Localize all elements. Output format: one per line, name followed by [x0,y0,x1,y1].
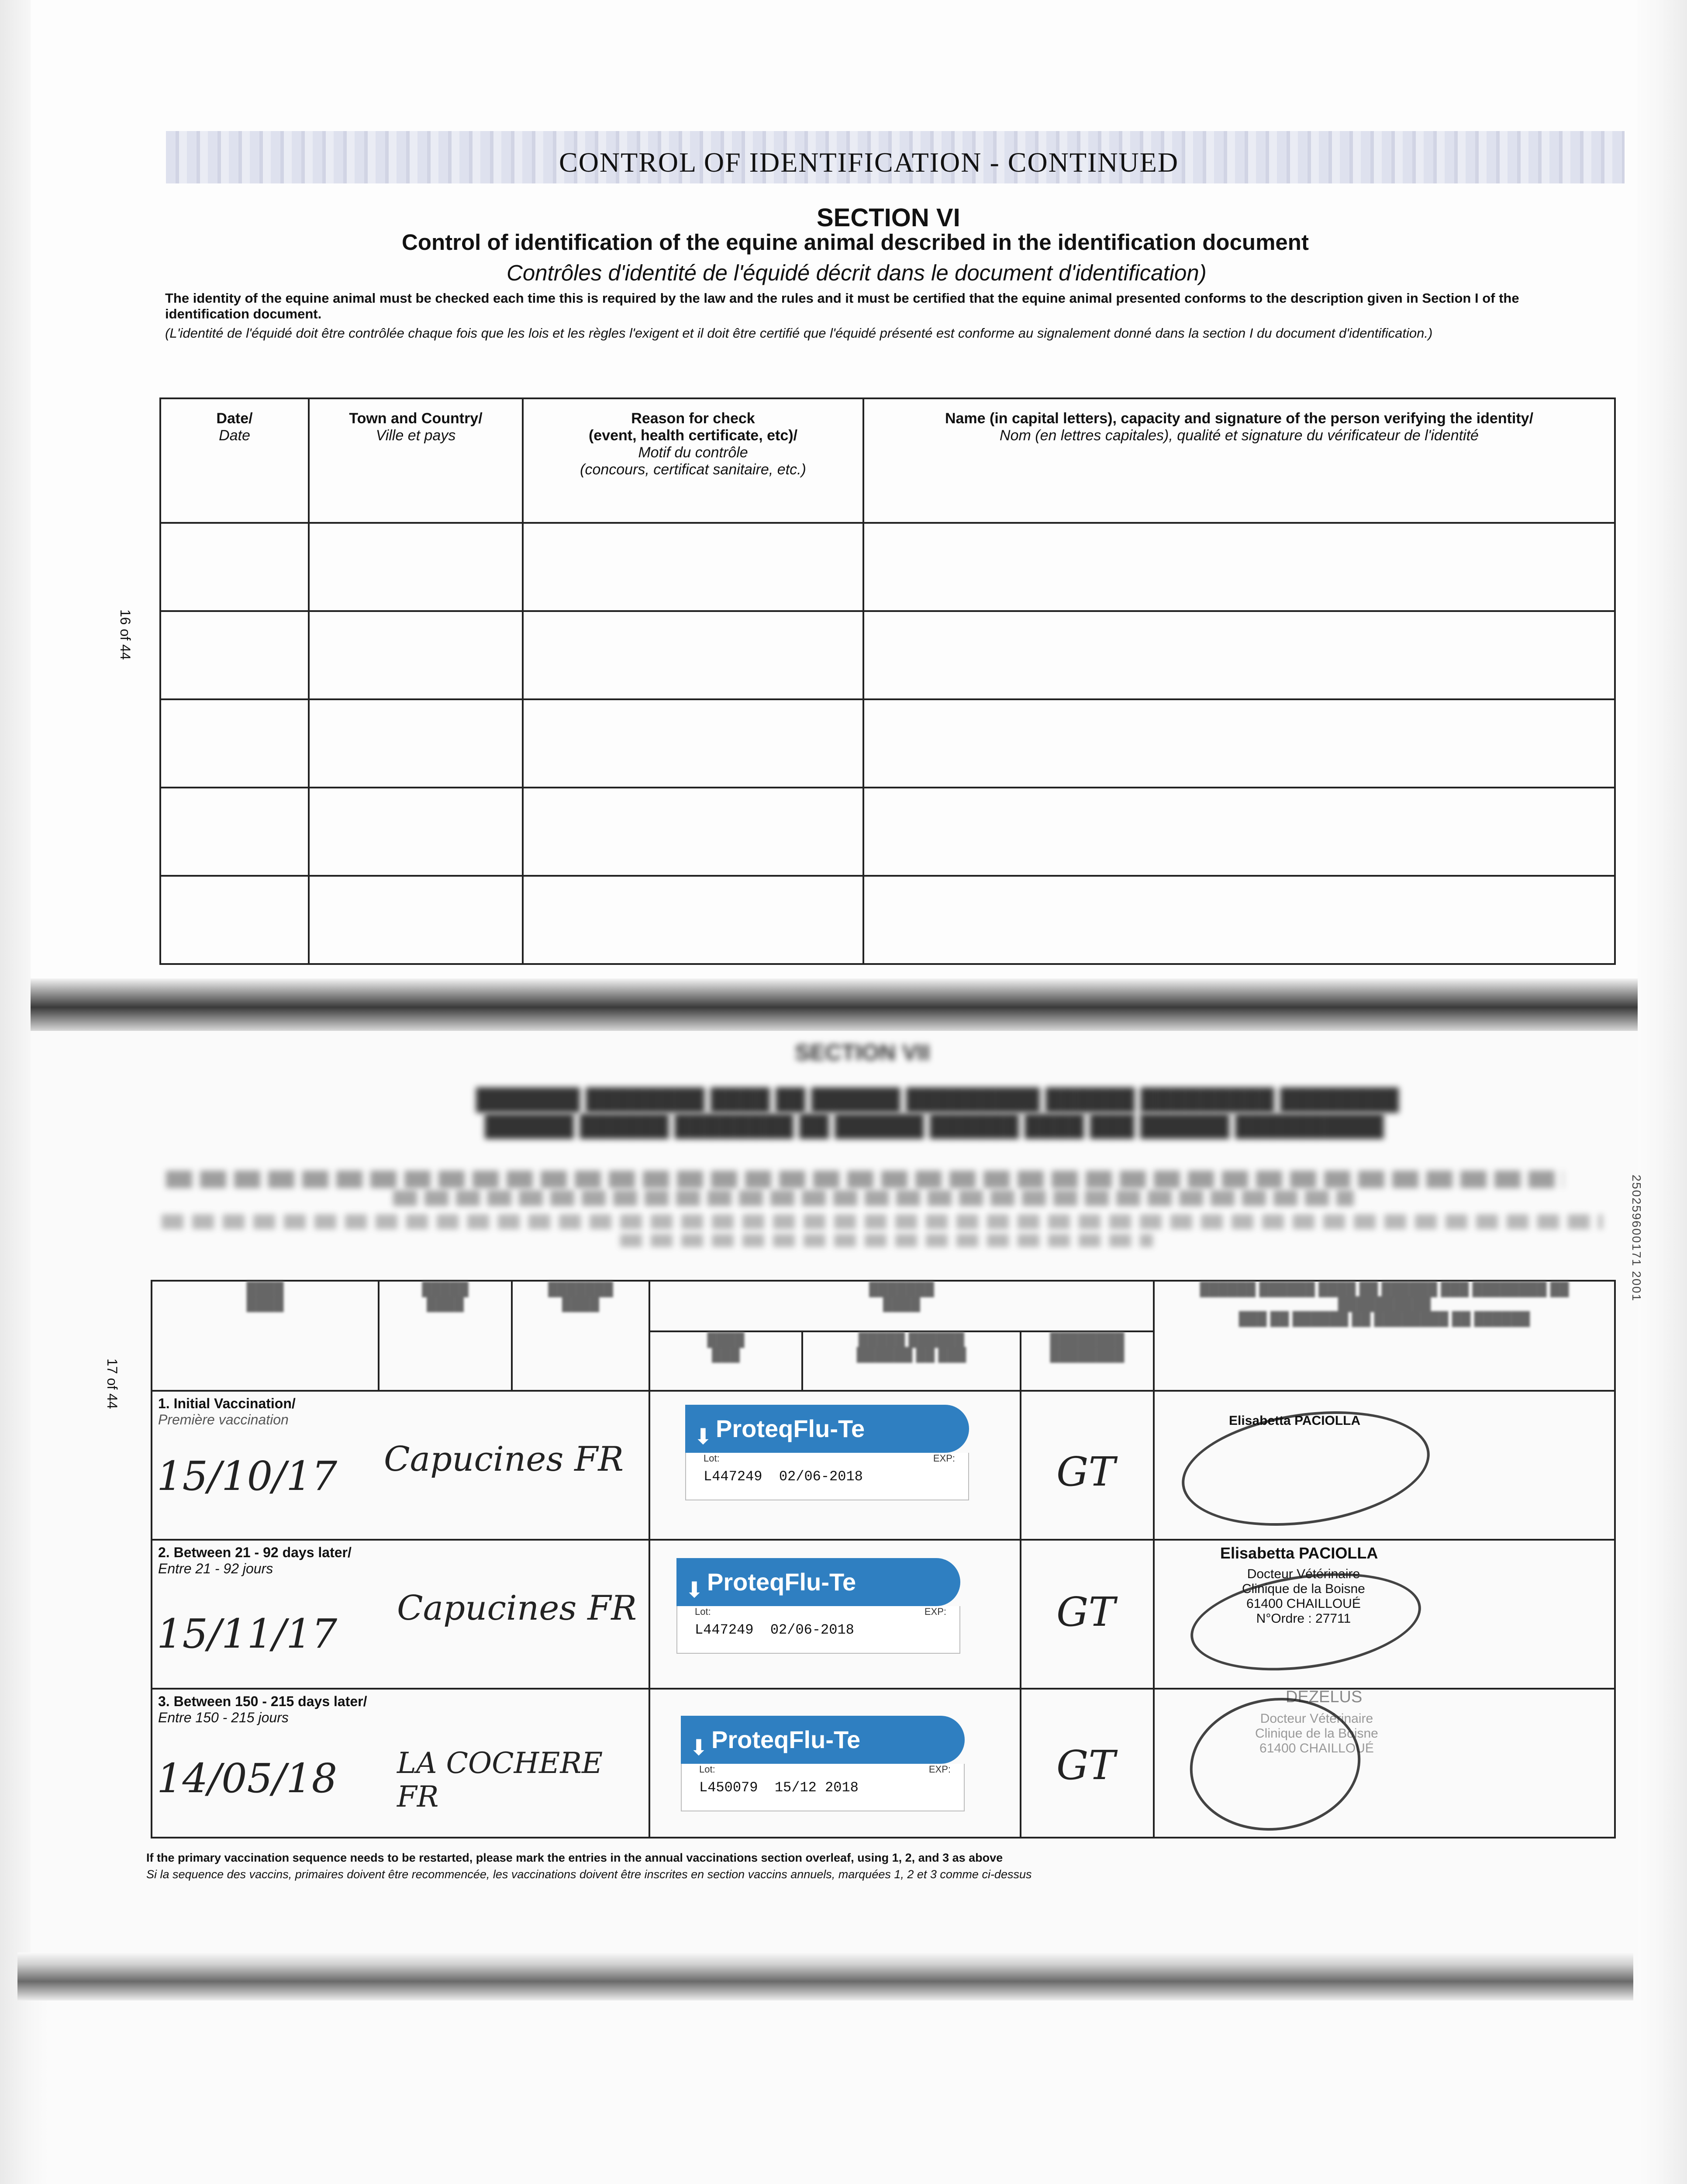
col-place-blurred: █████ ████ [379,1281,512,1391]
vaccine-name: ProteqFlu-Te [716,1415,865,1442]
table-row [160,523,1615,611]
vet-name: DEZELUS [1286,1688,1363,1706]
blurred-text-line [620,1234,1153,1247]
vet-details: Docteur Vétérinaire Clinique de la Boisne 61400 CHAILLOUÉ N°Ordre : 27711 [1242,1567,1365,1626]
table-row [160,876,1615,964]
arrow-down-icon: ⬇ [690,1735,708,1760]
handwritten-date: 14/05/18 [157,1755,338,1802]
handwritten-place: LA COCHERE FR [397,1746,603,1814]
col-date-blurred: ████ ████ [152,1281,379,1391]
vaccine-name: ProteqFlu-Te [711,1726,861,1753]
col-country-blurred: ███████ ████ [512,1281,649,1391]
disease-code: GT [1056,1589,1115,1635]
handwritten-date: 15/10/17 [157,1453,338,1500]
row-label: 1. Initial Vaccination/ Première vaccination [158,1396,296,1427]
footnote-en: If the primary vaccination sequence needs to be restarted, please mark the entries in the annual vaccinations section overleaf, using 1, 2, and 3 as above [146,1851,1003,1864]
handwritten-place: Capucines FR [397,1589,637,1628]
table-row [160,699,1615,788]
vaccination-header [152,1281,1615,1331]
col-reason: Reason for check (event, health certificate, etc)/ Motif du contrôle (concours, certificat sanitaire, etc.) [523,398,863,523]
row-label: 3. Between 150 - 215 days later/ Entre 150 - 215 jours [158,1693,367,1725]
blurred-text-line [162,1214,1603,1229]
vet-name: Elisabetta PACIOLLA [1220,1544,1378,1562]
table-row [160,788,1615,876]
table-row [152,1391,1615,1540]
expiry-date: 02/06-2018 [779,1469,863,1485]
expiry-date: 15/12 2018 [774,1780,859,1796]
vaccine-label [681,1716,965,1807]
arrow-down-icon: ⬇ [685,1578,704,1602]
blurred-text-line [393,1190,1354,1206]
lot-number: L447249 [695,1622,754,1638]
lot-label: Lot: [699,1764,715,1775]
exp-label: EXP: [933,1453,955,1464]
handwritten-date: 15/11/17 [157,1610,338,1657]
instructions-fr: (L'identité de l'équidé doit être contrôlée chaque fois que les lois et les règles l'exigent et il doit être certifié que l'équidé présenté est conforme au signalement donné dans la section I du document d'identification.) [165,325,1433,341]
exp-label: EXP: [928,1764,951,1775]
vet-name: Elisabetta PACIOLLA [1229,1413,1361,1428]
expiry-date: 02/06-2018 [770,1622,854,1638]
row-label: 2. Between 21 - 92 days later/ Entre 21 - 92 jours [158,1545,352,1576]
disease-code: GT [1056,1742,1115,1789]
lot-label: Lot: [704,1453,720,1464]
lot-number: L450079 [699,1780,758,1796]
footnote-fr: Si la sequence des vaccins, primaires doivent être recommencée, les vaccinations doivent être inscrites en section vaccins annuels, marquées 1, 2 et 3 comme ci-dessus [146,1868,1032,1881]
vet-stamp [1181,1687,1369,1842]
scan-edge-right [1639,0,1687,2184]
vaccine-label [685,1405,969,1496]
vaccination-table [151,1280,1616,1838]
col-name-blurred: ████ ███ [649,1331,802,1391]
table-row [160,611,1615,699]
identity-check-table [159,397,1616,965]
col-vet-blurred: ██████ ██████ ████ ██ ██████ ███ ████████ ██ ██████████ ███ ██ ██████ ██ ████████ ██ ██████ [1154,1281,1615,1391]
col-town: Town and Country/ Ville et pays [309,398,523,523]
arrow-down-icon: ⬇ [694,1424,712,1449]
lot-label: Lot: [695,1606,711,1617]
blurred-subtitle-en: ███████ ████████ ████ ██ ██████ █████████ ██████ █████████ ████████ [476,1088,1399,1111]
table-row [152,1689,1615,1838]
vaccine-name: ProteqFlu-Te [707,1568,856,1596]
banner-title: CONTROL OF IDENTIFICATION - CONTINUED [559,147,1179,178]
side-code: 250259600171 2001 [1630,1175,1643,1302]
col-batch-blurred: █████ ██████ ██████ ██ ███ [802,1331,1021,1391]
vet-signature [1184,1560,1427,1684]
col-date: Date/ Date [160,398,309,523]
vaccine-label [676,1558,960,1650]
instructions-en: The identity of the equine animal must be checked each time this is required by the law and the rules and it must be certified that the equine animal presented conforms to the description given in Section I of the identification document. [165,290,1519,321]
book-spine [31,978,1638,1031]
disease-code: GT [1056,1448,1115,1495]
vet-details: Docteur Vétérinaire Clinique de la Boisne 61400 CHAILLOUÉ [1255,1711,1378,1755]
page-number-17: 17 of 44 [104,1358,120,1409]
page-number-16: 16 of 44 [117,609,133,660]
exp-label: EXP: [924,1606,946,1617]
table-header [160,398,1615,523]
blurred-section-title: SECTION VII [795,1040,930,1065]
document-title-en: Control of identification of the equine animal described in the identification document [402,230,1309,255]
col-disease-blurred: ████████ ████████ [1021,1331,1154,1391]
blurred-subtitle-fr: ██████ ██████ ████████ ██ ██████ ██████ ████ ███ ██████ ██████████ [485,1114,1384,1137]
col-name: Name (in capital letters), capacity and signature of the person verifying the identity/ Nom (en lettres capitales), qualité et signature du vérificateur de l'identité [863,398,1615,523]
page-bottom-edge [17,1952,1633,2001]
blurred-text-line [166,1171,1563,1188]
col-vaccine-blurred: ███████ ████ [649,1281,1154,1331]
document-title-fr: Contrôles d'identité de l'équidé décrit dans le document d'identification) [507,260,1207,285]
table-row [152,1540,1615,1689]
lot-number: L447249 [704,1469,762,1485]
handwritten-place: Capucines FR [384,1440,624,1479]
section-title: SECTION VI [817,204,960,232]
